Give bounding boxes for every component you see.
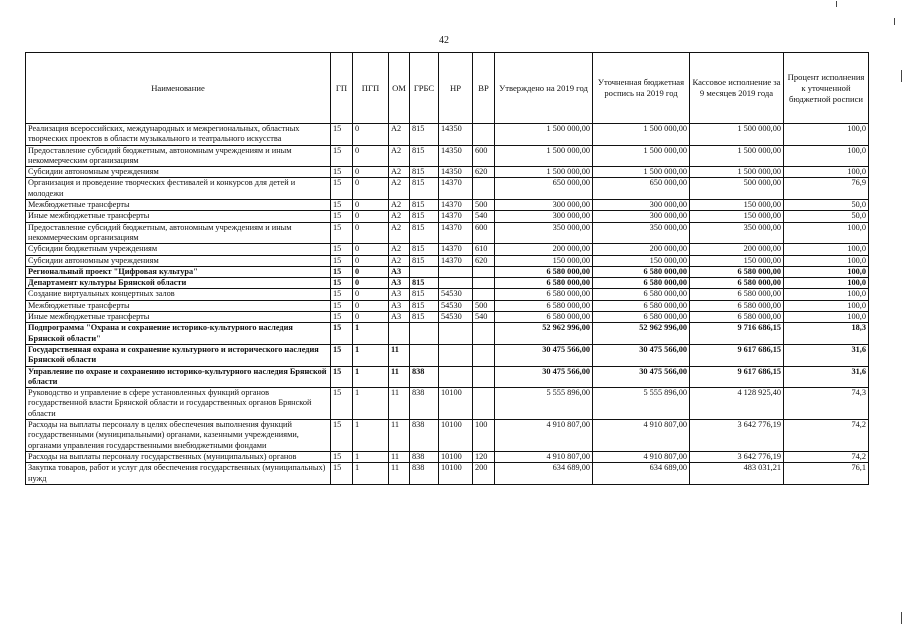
row-percent-cell: 50,0	[784, 200, 869, 211]
row-grbs-cell: 838	[410, 420, 439, 452]
table-row	[26, 323, 869, 345]
row-grbs-cell: 815	[410, 178, 439, 200]
row-pgp-cell: 1	[353, 344, 389, 366]
row-om-cell: А3	[389, 300, 410, 311]
row-pgp-cell: 0	[353, 167, 389, 178]
row-approved-cell: 52 962 996,00	[495, 323, 593, 345]
row-om-cell: 11	[389, 366, 410, 388]
column-header-percent: Процент исполнения к уточненной бюджетной росписи	[784, 53, 869, 124]
row-np-cell: 14370	[439, 211, 473, 222]
row-np-cell: 10100	[439, 420, 473, 452]
row-cash-cell: 6 580 000,00	[690, 289, 784, 300]
row-gp-cell: 15	[331, 300, 353, 311]
row-om-cell: А3	[389, 278, 410, 289]
row-refined-cell: 1 500 000,00	[593, 124, 690, 146]
row-grbs-cell: 838	[410, 463, 439, 485]
table-body	[26, 124, 869, 485]
row-approved-cell: 6 580 000,00	[495, 300, 593, 311]
row-cash-cell: 6 580 000,00	[690, 300, 784, 311]
row-grbs-cell: 815	[410, 222, 439, 244]
row-gp-cell: 15	[331, 266, 353, 277]
row-approved-cell: 300 000,00	[495, 200, 593, 211]
row-vr-cell	[473, 178, 495, 200]
table-row	[26, 167, 869, 178]
row-vr-cell	[473, 124, 495, 146]
row-cash-cell: 1 500 000,00	[690, 145, 784, 167]
row-name-cell: Предоставление субсидий бюджетным, автономным учреждениям и иным некоммерческим организациям	[26, 222, 331, 244]
column-header-approved: Утверждено на 2019 год	[495, 53, 593, 124]
row-gp-cell: 15	[331, 420, 353, 452]
row-approved-cell: 200 000,00	[495, 244, 593, 255]
row-grbs-cell	[410, 344, 439, 366]
table-row	[26, 200, 869, 211]
row-pgp-cell: 0	[353, 300, 389, 311]
row-name-cell: Подпрограмма "Охрана и сохранение историко-культурного наследия Брянской области"	[26, 323, 331, 345]
row-cash-cell: 9 617 686,15	[690, 366, 784, 388]
row-name-cell: Управление по охране и сохранению историко-культурного наследия Брянской области	[26, 366, 331, 388]
row-percent-cell: 100,0	[784, 244, 869, 255]
row-vr-cell: 100	[473, 420, 495, 452]
row-percent-cell: 100,0	[784, 124, 869, 146]
table-row	[26, 244, 869, 255]
row-approved-cell: 4 910 807,00	[495, 451, 593, 462]
row-refined-cell: 6 580 000,00	[593, 266, 690, 277]
row-gp-cell: 15	[331, 211, 353, 222]
row-name-cell: Государственная охрана и сохранение культурного и исторического наследия Брянской области	[26, 344, 331, 366]
row-grbs-cell: 815	[410, 167, 439, 178]
column-header-om: ОМ	[389, 53, 410, 124]
row-refined-cell: 300 000,00	[593, 200, 690, 211]
row-percent-cell: 100,0	[784, 167, 869, 178]
row-np-cell: 10100	[439, 451, 473, 462]
row-cash-cell: 350 000,00	[690, 222, 784, 244]
row-om-cell: А2	[389, 200, 410, 211]
row-refined-cell: 52 962 996,00	[593, 323, 690, 345]
row-refined-cell: 1 500 000,00	[593, 167, 690, 178]
row-percent-cell: 100,0	[784, 312, 869, 323]
row-pgp-cell: 0	[353, 244, 389, 255]
row-pgp-cell: 0	[353, 178, 389, 200]
row-om-cell: А2	[389, 211, 410, 222]
row-np-cell	[439, 266, 473, 277]
row-vr-cell	[473, 344, 495, 366]
row-grbs-cell: 838	[410, 451, 439, 462]
row-pgp-cell: 0	[353, 211, 389, 222]
row-cash-cell: 150 000,00	[690, 200, 784, 211]
row-percent-cell: 100,0	[784, 278, 869, 289]
table-row	[26, 178, 869, 200]
page-number: 42	[439, 35, 449, 46]
row-vr-cell: 540	[473, 211, 495, 222]
row-gp-cell: 15	[331, 312, 353, 323]
row-approved-cell: 6 580 000,00	[495, 312, 593, 323]
row-pgp-cell: 1	[353, 366, 389, 388]
table-row	[26, 289, 869, 300]
table-row	[26, 388, 869, 420]
scan-edge-mark	[901, 612, 902, 624]
row-approved-cell: 150 000,00	[495, 255, 593, 266]
row-approved-cell: 6 580 000,00	[495, 289, 593, 300]
row-cash-cell: 1 500 000,00	[690, 124, 784, 146]
row-pgp-cell: 0	[353, 124, 389, 146]
column-header-pgp: ПГП	[353, 53, 389, 124]
table-row	[26, 344, 869, 366]
row-pgp-cell: 1	[353, 323, 389, 345]
row-refined-cell: 200 000,00	[593, 244, 690, 255]
row-pgp-cell: 0	[353, 255, 389, 266]
row-om-cell: 11	[389, 344, 410, 366]
row-om-cell: 11	[389, 420, 410, 452]
row-vr-cell	[473, 289, 495, 300]
row-approved-cell: 30 475 566,00	[495, 344, 593, 366]
row-gp-cell: 15	[331, 388, 353, 420]
row-refined-cell: 4 910 807,00	[593, 420, 690, 452]
scan-edge-mark	[901, 70, 902, 82]
row-refined-cell: 30 475 566,00	[593, 366, 690, 388]
row-pgp-cell: 0	[353, 278, 389, 289]
column-header-grbs: ГРБС	[410, 53, 439, 124]
row-om-cell: А2	[389, 244, 410, 255]
row-percent-cell: 100,0	[784, 145, 869, 167]
row-vr-cell: 600	[473, 145, 495, 167]
column-header-cash: Кассовое исполнение за 9 месяцев 2019 года	[690, 53, 784, 124]
row-np-cell: 14350	[439, 124, 473, 146]
row-grbs-cell	[410, 323, 439, 345]
row-om-cell: А3	[389, 266, 410, 277]
row-np-cell: 54530	[439, 289, 473, 300]
row-refined-cell: 6 580 000,00	[593, 278, 690, 289]
row-name-cell: Субсидии бюджетным учреждениям	[26, 244, 331, 255]
row-refined-cell: 5 555 896,00	[593, 388, 690, 420]
row-np-cell	[439, 278, 473, 289]
table-row	[26, 211, 869, 222]
row-grbs-cell: 815	[410, 124, 439, 146]
row-om-cell	[389, 323, 410, 345]
row-gp-cell: 15	[331, 167, 353, 178]
row-percent-cell: 50,0	[784, 211, 869, 222]
row-name-cell: Региональный проект "Цифровая культура"	[26, 266, 331, 277]
row-name-cell: Межбюджетные трансферты	[26, 300, 331, 311]
row-percent-cell: 100,0	[784, 222, 869, 244]
row-vr-cell: 610	[473, 244, 495, 255]
row-approved-cell: 350 000,00	[495, 222, 593, 244]
row-pgp-cell: 1	[353, 451, 389, 462]
row-om-cell: А3	[389, 289, 410, 300]
row-name-cell: Департамент культуры Брянской области	[26, 278, 331, 289]
row-np-cell: 14370	[439, 244, 473, 255]
row-refined-cell: 1 500 000,00	[593, 145, 690, 167]
row-gp-cell: 15	[331, 145, 353, 167]
row-percent-cell: 76,9	[784, 178, 869, 200]
row-om-cell: 11	[389, 463, 410, 485]
row-name-cell: Руководство и управление в сфере установленных функций органов государственной власти Брянской области и государственных органов Брянской области	[26, 388, 331, 420]
row-vr-cell: 620	[473, 167, 495, 178]
row-name-cell: Организация и проведение творческих фестивалей и конкурсов для детей и молодежи	[26, 178, 331, 200]
row-gp-cell: 15	[331, 451, 353, 462]
row-vr-cell	[473, 266, 495, 277]
row-vr-cell: 200	[473, 463, 495, 485]
row-np-cell: 14370	[439, 178, 473, 200]
row-grbs-cell: 815	[410, 289, 439, 300]
row-percent-cell: 74,3	[784, 388, 869, 420]
row-approved-cell: 30 475 566,00	[495, 366, 593, 388]
row-pgp-cell: 1	[353, 463, 389, 485]
row-gp-cell: 15	[331, 244, 353, 255]
row-om-cell: А3	[389, 312, 410, 323]
row-grbs-cell: 815	[410, 312, 439, 323]
row-pgp-cell: 0	[353, 200, 389, 211]
column-header-refined: Уточненная бюджетная роспись на 2019 год	[593, 53, 690, 124]
row-name-cell: Расходы на выплаты персоналу государственных (муниципальных) органов	[26, 451, 331, 462]
row-np-cell	[439, 344, 473, 366]
row-om-cell: 11	[389, 388, 410, 420]
row-name-cell: Субсидии автономным учреждениям	[26, 255, 331, 266]
row-approved-cell: 1 500 000,00	[495, 124, 593, 146]
row-gp-cell: 15	[331, 278, 353, 289]
row-percent-cell: 31,6	[784, 344, 869, 366]
row-vr-cell	[473, 388, 495, 420]
row-grbs-cell: 815	[410, 200, 439, 211]
row-pgp-cell: 0	[353, 145, 389, 167]
row-vr-cell: 500	[473, 300, 495, 311]
row-gp-cell: 15	[331, 255, 353, 266]
row-name-cell: Субсидии автономным учреждениям	[26, 167, 331, 178]
row-np-cell: 14350	[439, 167, 473, 178]
row-gp-cell: 15	[331, 463, 353, 485]
row-refined-cell: 6 580 000,00	[593, 289, 690, 300]
column-header-gp: ГП	[331, 53, 353, 124]
row-percent-cell: 76,1	[784, 463, 869, 485]
row-cash-cell: 483 031,21	[690, 463, 784, 485]
row-refined-cell: 4 910 807,00	[593, 451, 690, 462]
row-pgp-cell: 1	[353, 420, 389, 452]
row-np-cell: 14350	[439, 145, 473, 167]
row-percent-cell: 100,0	[784, 300, 869, 311]
row-np-cell: 14370	[439, 255, 473, 266]
row-name-cell: Создание виртуальных концертных залов	[26, 289, 331, 300]
table-row	[26, 420, 869, 452]
row-pgp-cell: 1	[353, 388, 389, 420]
row-gp-cell: 15	[331, 344, 353, 366]
row-vr-cell: 540	[473, 312, 495, 323]
row-cash-cell: 6 580 000,00	[690, 312, 784, 323]
scan-edge-mark	[894, 18, 895, 25]
row-percent-cell: 74,2	[784, 451, 869, 462]
table-row	[26, 124, 869, 146]
row-approved-cell: 6 580 000,00	[495, 266, 593, 277]
row-cash-cell: 3 642 776,19	[690, 420, 784, 452]
row-name-cell: Расходы на выплаты персоналу в целях обеспечения выполнения функций государственными (муниципальными) органами, казенными учреждениями, органами управления государственными внебюджетными фондами	[26, 420, 331, 452]
row-np-cell	[439, 323, 473, 345]
table-row	[26, 255, 869, 266]
row-gp-cell: 15	[331, 200, 353, 211]
row-refined-cell: 650 000,00	[593, 178, 690, 200]
row-pgp-cell: 0	[353, 222, 389, 244]
row-approved-cell: 1 500 000,00	[495, 145, 593, 167]
row-vr-cell	[473, 323, 495, 345]
row-cash-cell: 9 716 686,15	[690, 323, 784, 345]
row-gp-cell: 15	[331, 222, 353, 244]
row-percent-cell: 100,0	[784, 266, 869, 277]
row-percent-cell: 18,3	[784, 323, 869, 345]
row-gp-cell: 15	[331, 124, 353, 146]
row-percent-cell: 100,0	[784, 289, 869, 300]
row-name-cell: Закупка товаров, работ и услуг для обеспечения государственных (муниципальных) нужд	[26, 463, 331, 485]
row-grbs-cell: 815	[410, 211, 439, 222]
row-grbs-cell: 838	[410, 388, 439, 420]
row-vr-cell: 500	[473, 200, 495, 211]
row-refined-cell: 300 000,00	[593, 211, 690, 222]
row-pgp-cell: 0	[353, 289, 389, 300]
row-np-cell: 14370	[439, 200, 473, 211]
row-refined-cell: 150 000,00	[593, 255, 690, 266]
row-cash-cell: 150 000,00	[690, 255, 784, 266]
row-refined-cell: 350 000,00	[593, 222, 690, 244]
column-header-np: НР	[439, 53, 473, 124]
row-np-cell: 54530	[439, 300, 473, 311]
row-om-cell: А2	[389, 145, 410, 167]
row-np-cell: 14370	[439, 222, 473, 244]
row-gp-cell: 15	[331, 366, 353, 388]
row-percent-cell: 31,6	[784, 366, 869, 388]
row-om-cell: 11	[389, 451, 410, 462]
row-name-cell: Предоставление субсидий бюджетным, автономным учреждениям и иным некоммерческим организациям	[26, 145, 331, 167]
row-grbs-cell: 815	[410, 244, 439, 255]
row-approved-cell: 6 580 000,00	[495, 278, 593, 289]
row-cash-cell: 9 617 686,15	[690, 344, 784, 366]
row-grbs-cell: 815	[410, 145, 439, 167]
row-gp-cell: 15	[331, 178, 353, 200]
row-percent-cell: 74,2	[784, 420, 869, 452]
row-name-cell: Реализация всероссийских, международных и межрегиональных, областных творческих проектов в области музыкального и театрального искусства	[26, 124, 331, 146]
row-np-cell: 10100	[439, 463, 473, 485]
row-cash-cell: 3 642 776,19	[690, 451, 784, 462]
budget-execution-table	[25, 52, 869, 485]
row-cash-cell: 6 580 000,00	[690, 266, 784, 277]
row-om-cell: А2	[389, 255, 410, 266]
row-grbs-cell: 815	[410, 300, 439, 311]
row-pgp-cell: 0	[353, 266, 389, 277]
row-approved-cell: 634 689,00	[495, 463, 593, 485]
table-row	[26, 451, 869, 462]
row-pgp-cell: 0	[353, 312, 389, 323]
row-cash-cell: 1 500 000,00	[690, 167, 784, 178]
table-row	[26, 266, 869, 277]
row-vr-cell: 120	[473, 451, 495, 462]
row-cash-cell: 4 128 925,40	[690, 388, 784, 420]
row-np-cell: 54530	[439, 312, 473, 323]
column-header-vr: ВР	[473, 53, 495, 124]
table-row	[26, 463, 869, 485]
row-cash-cell: 200 000,00	[690, 244, 784, 255]
row-om-cell: А2	[389, 222, 410, 244]
table-row	[26, 312, 869, 323]
scan-edge-mark	[836, 1, 837, 7]
table-row	[26, 145, 869, 167]
row-grbs-cell: 838	[410, 366, 439, 388]
table-row	[26, 300, 869, 311]
row-approved-cell: 650 000,00	[495, 178, 593, 200]
row-cash-cell: 500 000,00	[690, 178, 784, 200]
row-name-cell: Межбюджетные трансферты	[26, 200, 331, 211]
row-name-cell: Иные межбюджетные трансферты	[26, 312, 331, 323]
row-refined-cell: 30 475 566,00	[593, 344, 690, 366]
table-row	[26, 366, 869, 388]
row-gp-cell: 15	[331, 289, 353, 300]
row-approved-cell: 1 500 000,00	[495, 167, 593, 178]
row-approved-cell: 5 555 896,00	[495, 388, 593, 420]
row-om-cell: А2	[389, 167, 410, 178]
column-header-name: Наименование	[26, 53, 331, 124]
row-name-cell: Иные межбюджетные трансферты	[26, 211, 331, 222]
table-row	[26, 278, 869, 289]
row-vr-cell	[473, 366, 495, 388]
row-refined-cell: 634 689,00	[593, 463, 690, 485]
row-vr-cell: 620	[473, 255, 495, 266]
table-header-row	[26, 53, 869, 124]
row-approved-cell: 300 000,00	[495, 211, 593, 222]
row-cash-cell: 6 580 000,00	[690, 278, 784, 289]
row-np-cell	[439, 366, 473, 388]
row-vr-cell	[473, 278, 495, 289]
table-row	[26, 222, 869, 244]
row-approved-cell: 4 910 807,00	[495, 420, 593, 452]
row-refined-cell: 6 580 000,00	[593, 300, 690, 311]
row-vr-cell: 600	[473, 222, 495, 244]
row-percent-cell: 100,0	[784, 255, 869, 266]
row-grbs-cell	[410, 266, 439, 277]
row-om-cell: А2	[389, 178, 410, 200]
row-cash-cell: 150 000,00	[690, 211, 784, 222]
row-gp-cell: 15	[331, 323, 353, 345]
row-refined-cell: 6 580 000,00	[593, 312, 690, 323]
row-np-cell: 10100	[439, 388, 473, 420]
row-grbs-cell: 815	[410, 255, 439, 266]
row-om-cell: А2	[389, 124, 410, 146]
row-grbs-cell: 815	[410, 278, 439, 289]
